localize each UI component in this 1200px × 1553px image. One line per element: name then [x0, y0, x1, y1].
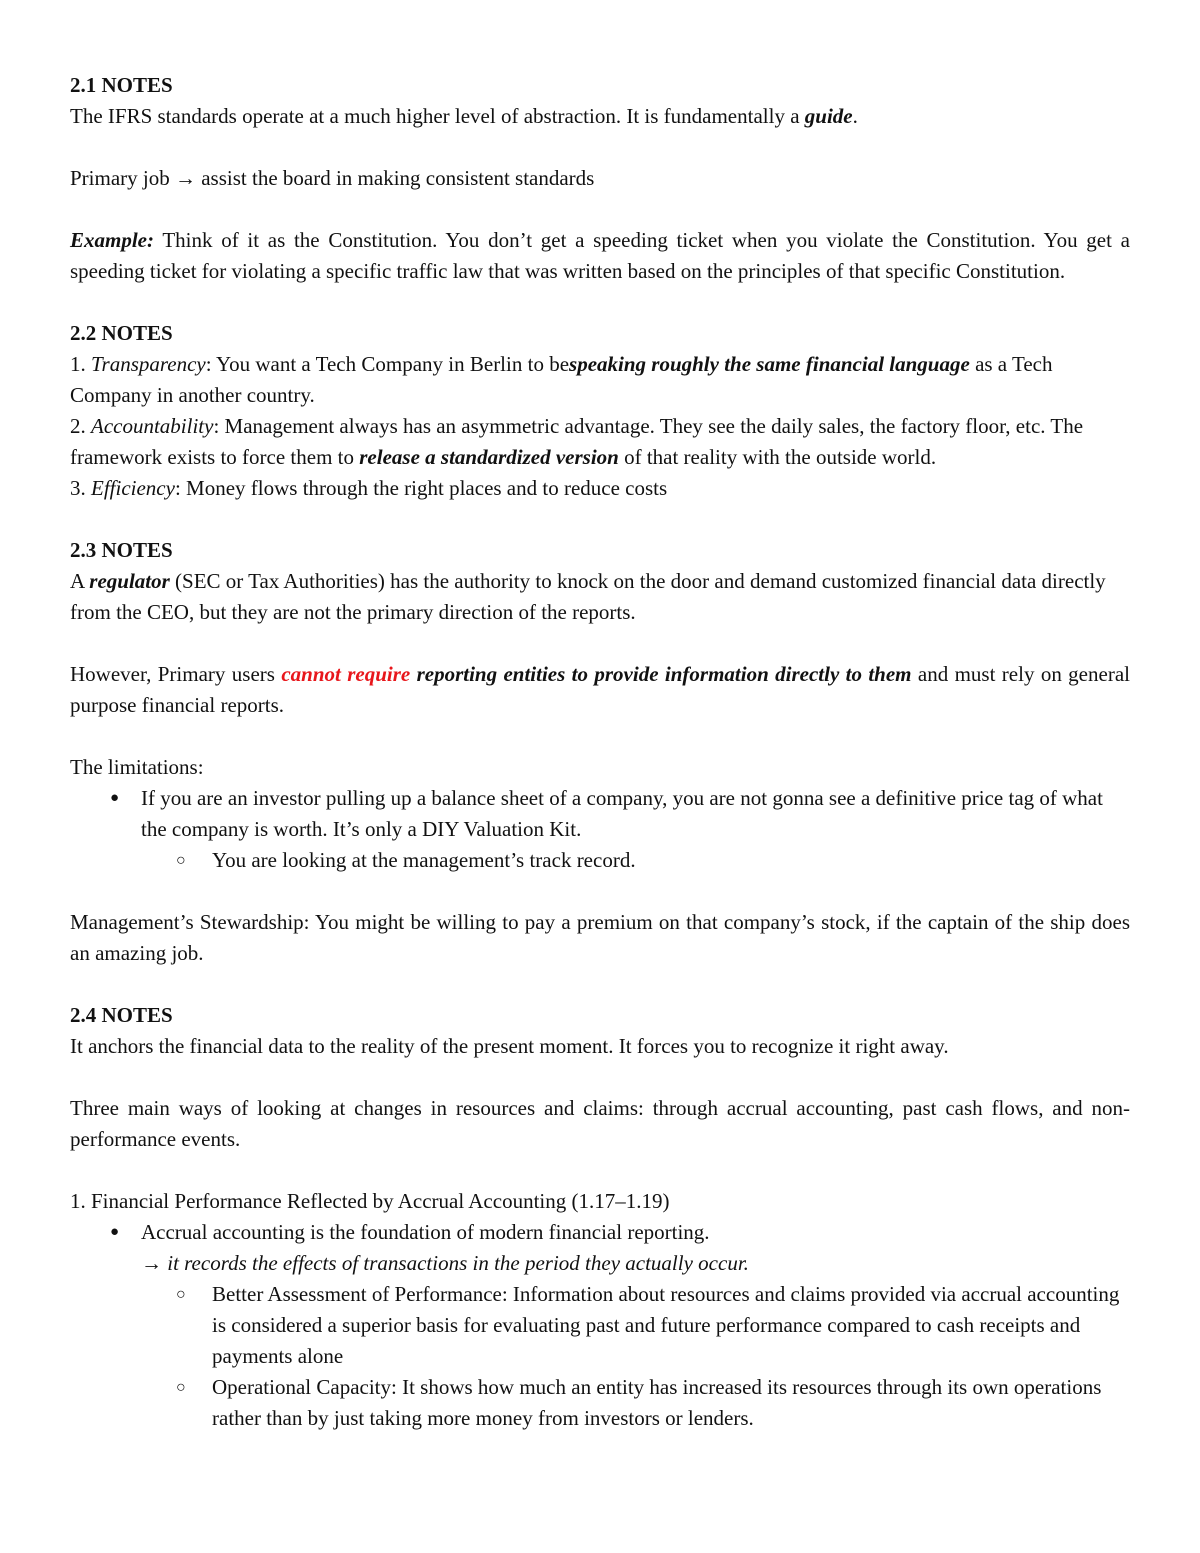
text: (SEC or Tax Authorities) has the authority to knock on the door and demand customized financial data directly from the CEO, but they are not the primary direction of the reports. [70, 569, 1106, 624]
text: . [852, 104, 858, 128]
emphasis-reporting-entities: reporting entities to provide information directly to them [410, 662, 912, 686]
list-item-efficiency [70, 473, 1130, 504]
label-example: Example: [70, 228, 154, 252]
heading-2-1: 2.1 NOTES [70, 73, 173, 97]
text: → it records the effects of transactions in the period they actually occur. [141, 1251, 749, 1275]
text: A [70, 569, 90, 593]
term-accountability: Accountability [91, 414, 214, 438]
text: as a Tech Company in another country. [70, 352, 1053, 407]
list-item [70, 1279, 1130, 1372]
hollow-bullet-icon: ○ [176, 1379, 186, 1396]
paragraph-example [70, 225, 1130, 287]
text: You are looking at the management’s track record. [212, 848, 636, 872]
emphasis-standardized-version: release a standardized version [359, 445, 619, 469]
text: and must rely on general purpose financial reports. [70, 662, 1130, 717]
text: : Money flows through the right places and to reduce costs [174, 476, 668, 500]
bullet-icon: ● [110, 1224, 120, 1240]
heading-2-4: 2.4 NOTES [70, 1003, 173, 1027]
list-item [70, 783, 1130, 845]
text: However, Primary users [70, 662, 282, 686]
paragraph-stewardship: Management’s Stewardship: You might be willing to pay a premium on that company’s stock, if the captain of the ship does an amazing job. [70, 910, 1130, 965]
text: If you are an investor pulling up a balance sheet of a company, you are not gonna see a definitive price tag of what the company is worth. It’s only a DIY Valuation Kit. [141, 786, 1103, 841]
item-number: 2. [70, 414, 91, 438]
list-item [70, 1217, 1130, 1248]
paragraph-limitations: The limitations: [70, 755, 204, 779]
list-item-continuation [70, 1248, 1130, 1279]
paragraph-regulator [70, 566, 1130, 628]
paragraph-three-ways: Three main ways of looking at changes in resources and claims: through accrual accounting, past cash flows, and non-performance events. [70, 1096, 1130, 1151]
term-transparency: Transparency [91, 352, 206, 376]
emphasis-guide: guide [804, 104, 853, 128]
text: Better Assessment of Performance: Information about resources and claims provided via accrual accounting is considered a superior basis for evaluating past and future performance compared to cash receipts and payments alone [212, 1282, 1120, 1368]
paragraph-primary-users [70, 659, 1130, 721]
accrual-list [70, 1217, 1130, 1434]
hollow-bullet-icon: ○ [176, 852, 186, 869]
hollow-bullet-icon: ○ [176, 1286, 186, 1303]
document-page [70, 70, 1130, 1434]
heading-2-2: 2.2 NOTES [70, 321, 173, 345]
emphasis-financial-language: speaking roughly the same financial language [569, 352, 970, 376]
paragraph-abstraction [70, 101, 1130, 132]
bullet-icon: ● [110, 790, 120, 806]
text: Operational Capacity: It shows how much an entity has increased its resources through its own operations rather than by just taking more money from investors or lenders. [212, 1375, 1102, 1430]
paragraph-primary-job: Primary job → assist the board in making consistent standards [70, 166, 595, 190]
list-item-accountability [70, 411, 1130, 473]
item-number: 1. [70, 352, 91, 376]
emphasis-regulator: regulator [89, 569, 170, 593]
text: of that reality with the outside world. [618, 445, 937, 469]
text: Think of it as the Constitution. You don’t get a speeding ticket when you violate the Constitution. You get a speeding ticket for violating a specific traffic law that was written based on the principles of that specific Constitution. [70, 228, 1130, 283]
text: : Management always has an asymmetric advantage. They see the daily sales, the factory floor, etc. The framework exists to force them to [70, 414, 1084, 469]
text: : You want a Tech Company in Berlin to be [205, 352, 570, 376]
list-item [70, 1372, 1130, 1434]
item-number: 3. [70, 476, 91, 500]
list-item-financial-performance: 1. Financial Performance Reflected by Accrual Accounting (1.17–1.19) [70, 1189, 670, 1213]
list-item [70, 845, 1130, 876]
term-efficiency: Efficiency [91, 476, 175, 500]
emphasis-cannot-require: cannot require [281, 662, 411, 686]
limitations-list [70, 783, 1130, 876]
list-item-transparency [70, 349, 1130, 411]
heading-2-3: 2.3 NOTES [70, 538, 173, 562]
paragraph-anchor: It anchors the financial data to the reality of the present moment. It forces you to recognize it right away. [70, 1034, 949, 1058]
text: The IFRS standards operate at a much higher level of abstraction. It is fundamentally a [70, 104, 805, 128]
text: Accrual accounting is the foundation of modern financial reporting. [141, 1220, 710, 1244]
